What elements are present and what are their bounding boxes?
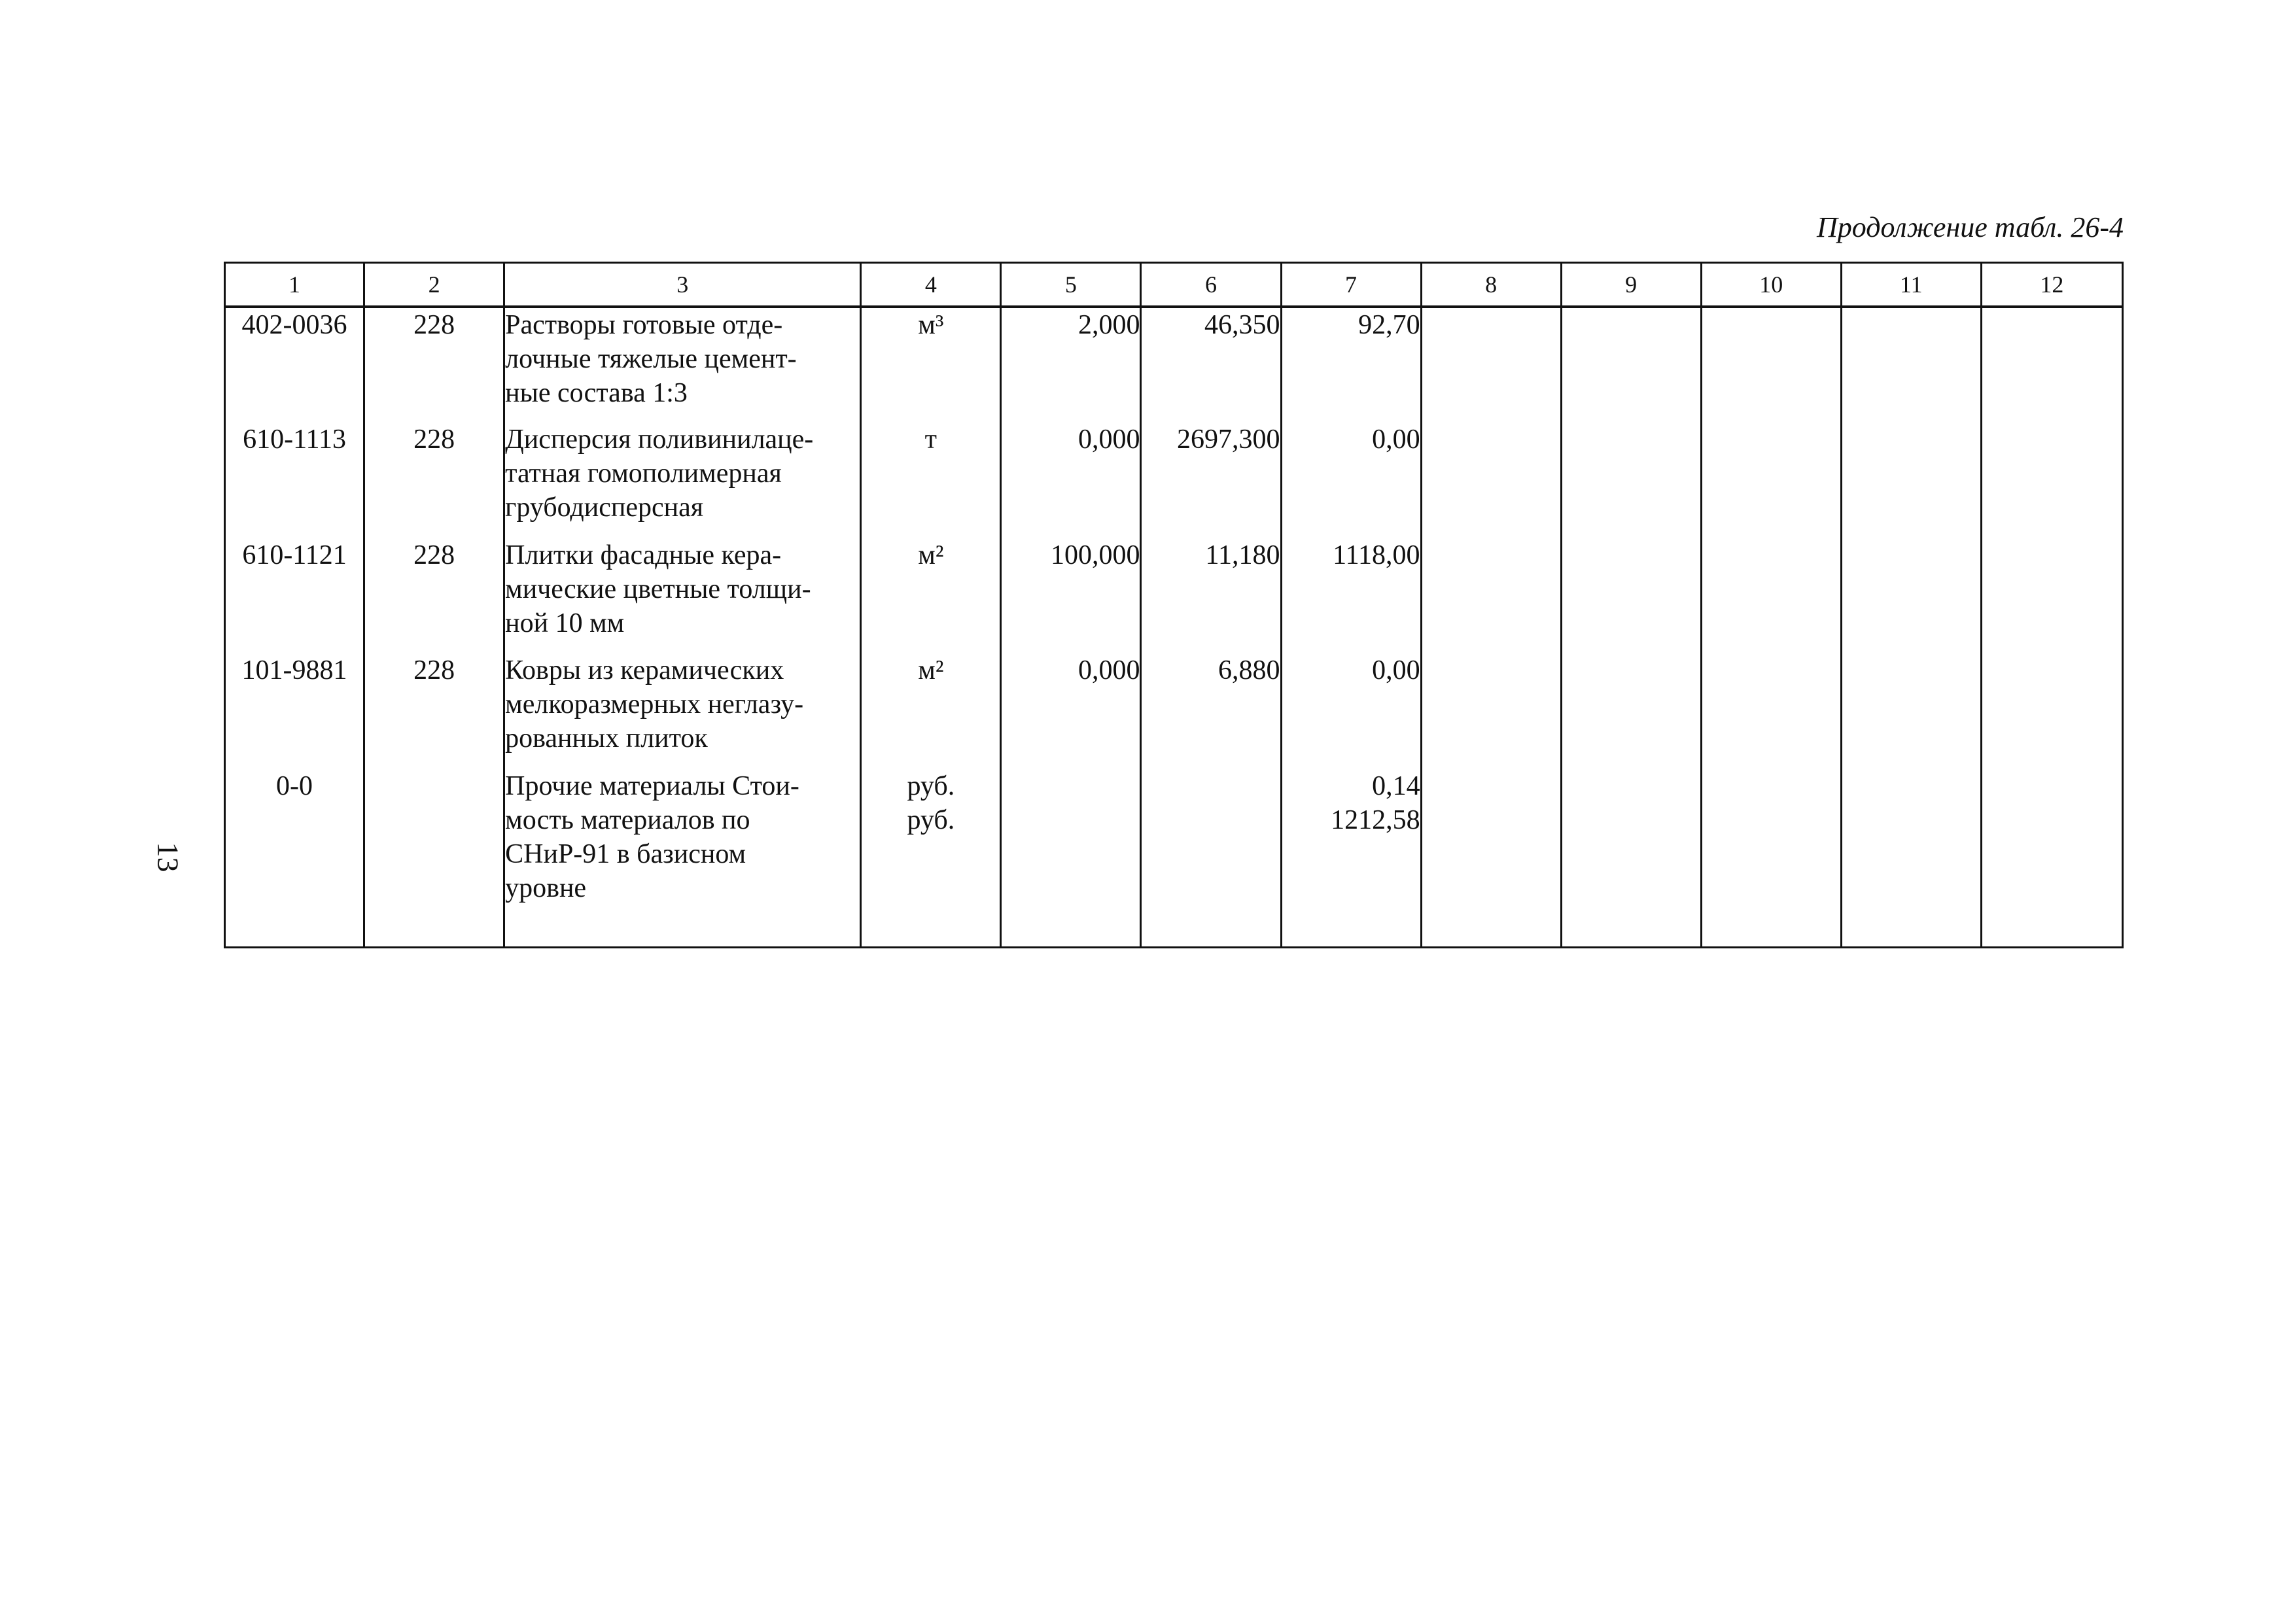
material-name-line: Растворы готовые отде- xyxy=(505,310,783,340)
table-row xyxy=(225,769,2123,947)
row-number xyxy=(364,769,504,947)
page-number: 13 xyxy=(151,842,185,872)
resource-code: 610-1113 xyxy=(225,423,364,538)
unit-line: т xyxy=(924,424,937,455)
resource-code: 0-0 xyxy=(225,769,364,947)
resource-code: 101-9881 xyxy=(225,653,364,769)
unit-line: м³ xyxy=(918,310,944,340)
quantity: 0,000 xyxy=(1001,653,1141,769)
empty-cell xyxy=(1841,423,1981,538)
unit xyxy=(861,307,1001,423)
empty-cell xyxy=(1421,423,1561,538)
unit xyxy=(861,769,1001,947)
empty-cell xyxy=(1981,423,2122,538)
quantity: 0,000 xyxy=(1001,423,1141,538)
total-cost xyxy=(1281,307,1421,423)
row-number: 228 xyxy=(364,538,504,654)
column-number: 2 xyxy=(364,263,504,307)
unit-price: 6,880 xyxy=(1141,653,1281,769)
empty-cell xyxy=(1701,307,1841,423)
resource-code: 610-1121 xyxy=(225,538,364,654)
empty-cell xyxy=(1981,769,2122,947)
total-cost xyxy=(1281,769,1421,947)
empty-cell xyxy=(1981,307,2122,423)
material-name-line: Прочие материалы Стои- xyxy=(505,771,799,802)
unit xyxy=(861,653,1001,769)
unit-line: м² xyxy=(918,540,944,570)
empty-cell xyxy=(1841,538,1981,654)
empty-cell xyxy=(1841,769,1981,947)
empty-cell xyxy=(1701,538,1841,654)
quantity: 100,000 xyxy=(1001,538,1141,654)
empty-cell xyxy=(1421,307,1561,423)
total-line: 0,00 xyxy=(1372,655,1420,686)
material-name-line: лочные тяжелые цемент- xyxy=(505,344,797,374)
column-number: 7 xyxy=(1281,263,1421,307)
row-number: 228 xyxy=(364,653,504,769)
empty-cell xyxy=(1701,653,1841,769)
empty-cell xyxy=(1561,769,1701,947)
empty-cell xyxy=(1421,653,1561,769)
unit-line: руб. xyxy=(907,771,955,802)
unit-price: 46,350 xyxy=(1141,307,1281,423)
material-name xyxy=(504,769,861,947)
empty-cell xyxy=(1701,769,1841,947)
column-number: 6 xyxy=(1141,263,1281,307)
empty-cell xyxy=(1561,423,1701,538)
material-name-line: мелкоразмерных неглазу- xyxy=(505,689,804,720)
material-name-line: мость материалов по xyxy=(505,805,750,836)
column-number: 10 xyxy=(1701,263,1841,307)
material-name xyxy=(504,423,861,538)
total-line: 1212,58 xyxy=(1331,805,1420,836)
column-number-row xyxy=(225,263,2123,307)
table-row xyxy=(225,307,2123,423)
total-cost xyxy=(1281,653,1421,769)
unit-line: руб. xyxy=(907,805,955,836)
material-name-line: татная гомополимерная xyxy=(505,458,782,489)
material-name-line: рованных плиток xyxy=(505,723,708,754)
table-row xyxy=(225,538,2123,654)
total-cost xyxy=(1281,538,1421,654)
empty-cell xyxy=(1701,423,1841,538)
empty-cell xyxy=(1981,653,2122,769)
material-name-line: Плитки фасадные кера- xyxy=(505,540,782,570)
unit xyxy=(861,538,1001,654)
resource-code: 402-0036 xyxy=(225,307,364,423)
empty-cell xyxy=(1421,538,1561,654)
column-number: 3 xyxy=(504,263,861,307)
table-row xyxy=(225,423,2123,538)
empty-cell xyxy=(1561,653,1701,769)
empty-cell xyxy=(1981,538,2122,654)
unit-price: 2697,300 xyxy=(1141,423,1281,538)
unit-line: м² xyxy=(918,655,944,686)
table-row xyxy=(225,653,2123,769)
table-caption: Продолжение табл. 26-4 xyxy=(1817,211,2124,243)
total-line: 92,70 xyxy=(1358,310,1420,340)
unit xyxy=(861,423,1001,538)
row-number: 228 xyxy=(364,423,504,538)
materials-table xyxy=(224,262,2124,948)
material-name-line: Ковры из керамических xyxy=(505,655,784,686)
total-line: 1118,00 xyxy=(1333,540,1420,570)
empty-cell xyxy=(1421,769,1561,947)
material-name-line: Дисперсия поливинилаце- xyxy=(505,424,814,455)
column-number: 12 xyxy=(1981,263,2122,307)
unit-price xyxy=(1141,769,1281,947)
column-number: 5 xyxy=(1001,263,1141,307)
total-line: 0,14 xyxy=(1372,771,1420,802)
unit-price: 11,180 xyxy=(1141,538,1281,654)
empty-cell xyxy=(1561,307,1701,423)
material-name xyxy=(504,538,861,654)
column-number: 8 xyxy=(1421,263,1561,307)
quantity: 2,000 xyxy=(1001,307,1141,423)
material-name-line: мические цветные толщи- xyxy=(505,574,811,604)
material-name-line: СНиР-91 в базисном xyxy=(505,839,746,870)
empty-cell xyxy=(1841,653,1981,769)
material-name xyxy=(504,653,861,769)
column-number: 1 xyxy=(225,263,364,307)
column-number: 4 xyxy=(861,263,1001,307)
column-number: 9 xyxy=(1561,263,1701,307)
empty-cell xyxy=(1561,538,1701,654)
material-name xyxy=(504,307,861,423)
row-number: 228 xyxy=(364,307,504,423)
material-name-line: грубодисперсная xyxy=(505,492,704,523)
column-number: 11 xyxy=(1841,263,1981,307)
total-cost xyxy=(1281,423,1421,538)
material-name-line: ные состава 1:3 xyxy=(505,378,688,408)
total-line: 0,00 xyxy=(1372,424,1420,455)
quantity xyxy=(1001,769,1141,947)
material-name-line: уровне xyxy=(505,873,587,904)
material-name-line: ной 10 мм xyxy=(505,608,625,638)
empty-cell xyxy=(1841,307,1981,423)
